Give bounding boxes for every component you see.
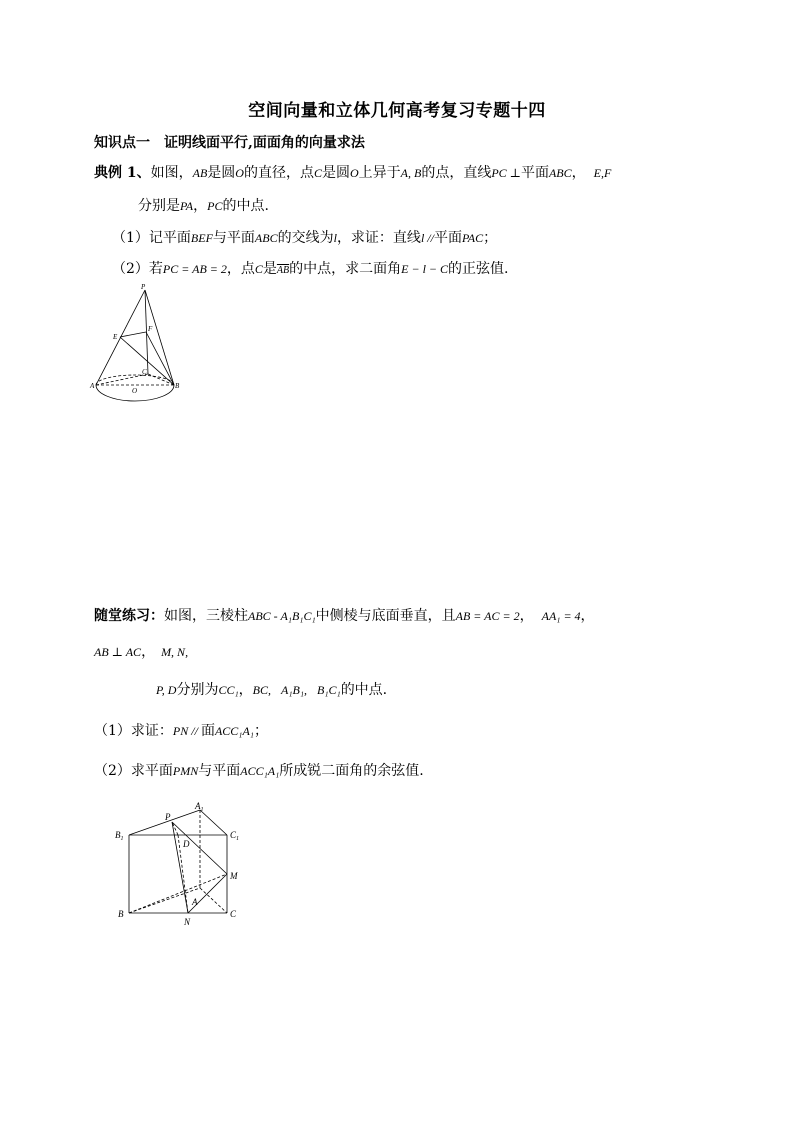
segment-pn: [172, 822, 188, 913]
label-C1: $C_1$: [230, 830, 240, 842]
label-A1: $A_1$: [195, 801, 204, 813]
label-E: E: [113, 333, 118, 341]
label-O: O: [132, 387, 138, 395]
segment-bm: [129, 874, 227, 913]
cone-figure: [88, 282, 188, 412]
practice-statement-line1: 随堂练习：如图，三棱柱ABC - A₁B₁C₁中侧棱与底面垂直，且AB = AC = 2， AA₁ = 4，: [94, 608, 595, 624]
label-M: M: [230, 871, 238, 881]
edge-ba: [129, 888, 200, 913]
example1-question1: （1）记平面BEF与平面ABC的交线为l，求证：直线l //平面PAC；: [112, 230, 498, 246]
page-title: 空间向量和立体几何高考复习专题十四: [248, 101, 546, 121]
label-A: A: [192, 897, 198, 907]
segment-pm: [172, 822, 227, 874]
practice-statement-line2: AB ⊥ AC， M, N,: [94, 644, 189, 660]
practice-question2: （2）求平面PMN与平面ACC₁A₁所成锐二面角的余弦值.: [94, 763, 424, 779]
segment-nm: [188, 874, 227, 913]
example1-statement-line1: 典例 1、如图，AB是圆O的直径，点C是圆O上异于A, B的点，直线PC ⊥平面ABC， E,F: [94, 165, 612, 181]
label-A: A: [90, 382, 95, 390]
segment-cb: [148, 374, 174, 385]
edge-a1c1: [200, 810, 227, 835]
example1-statement-line2: 分别是PA，PC的中点.: [138, 198, 269, 214]
label-D: D: [183, 839, 190, 849]
label-C: C: [230, 909, 237, 919]
label-P: P: [141, 283, 146, 291]
label-N: N: [184, 917, 191, 927]
label-B1: $B_1$: [115, 830, 124, 842]
practice-question1: （1）求证：PN // 面ACC₁A₁；: [94, 723, 268, 739]
label-B: B: [118, 909, 124, 919]
label-F: F: [148, 325, 153, 333]
prism-figure: [112, 798, 252, 930]
label-B: B: [175, 382, 180, 390]
segment-ef: [120, 332, 146, 337]
segment-ac: [96, 374, 148, 385]
label-C: C: [142, 368, 147, 376]
example-label: 典例 1、: [94, 165, 151, 181]
section-heading: 知识点一 证明线面平行,面面角的向量求法: [94, 135, 365, 151]
edge-ac: [200, 888, 227, 913]
practice-statement-line3: P, D分别为CC₁，BC, A₁B₁, B₁C₁的中点.: [156, 682, 388, 698]
example1-question2: （2）若PC = AB = 2，点C是$\overline{AB}$的中点，求二面角E − l − C的正弦值.: [112, 261, 509, 277]
label-P: P: [165, 812, 171, 822]
practice-label: 随堂练习：: [94, 608, 164, 624]
